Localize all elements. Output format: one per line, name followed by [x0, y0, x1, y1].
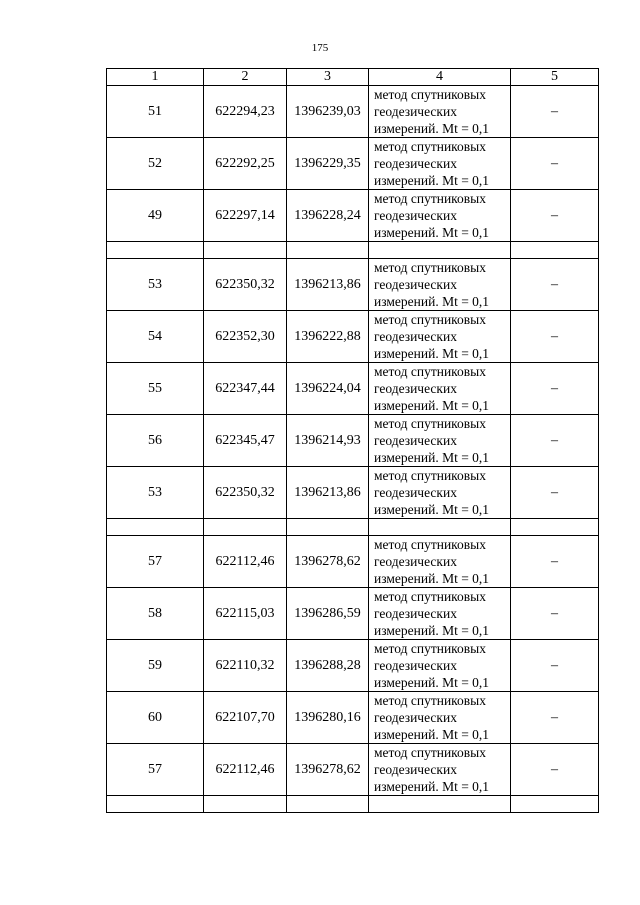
spacer-cell: [511, 796, 599, 813]
table-body: [107, 86, 599, 813]
header-cell-5: 5: [511, 69, 599, 86]
note-cell: –: [511, 415, 599, 467]
spacer-cell: [107, 796, 204, 813]
table-row: [107, 692, 599, 744]
x-coordinate-cell: 622115,03: [204, 588, 287, 640]
point-number-cell: 59: [107, 640, 204, 692]
table-row: [107, 467, 599, 519]
note-cell: –: [511, 363, 599, 415]
point-number-cell: 53: [107, 259, 204, 311]
spacer-cell: [204, 242, 287, 259]
y-coordinate-cell: 1396224,04: [287, 363, 369, 415]
x-coordinate-cell: 622294,23: [204, 86, 287, 138]
point-number-cell: 49: [107, 190, 204, 242]
y-coordinate-cell: 1396278,62: [287, 536, 369, 588]
spacer-cell: [107, 242, 204, 259]
table-row: [107, 86, 599, 138]
x-coordinate-cell: 622352,30: [204, 311, 287, 363]
spacer-cell: [369, 242, 511, 259]
header-cell-1: 1: [107, 69, 204, 86]
note-cell: –: [511, 311, 599, 363]
spacer-cell: [511, 242, 599, 259]
header-cell-3: 3: [287, 69, 369, 86]
spacer-cell: [107, 519, 204, 536]
point-number-cell: 58: [107, 588, 204, 640]
table-row: [107, 259, 599, 311]
method-cell: метод спутниковых геодезических измерений. Mt = 0,1: [369, 138, 511, 190]
table-row: [107, 536, 599, 588]
point-number-cell: 51: [107, 86, 204, 138]
point-number-cell: 52: [107, 138, 204, 190]
note-cell: –: [511, 692, 599, 744]
method-cell: метод спутниковых геодезических измерений. Mt = 0,1: [369, 536, 511, 588]
x-coordinate-cell: 622110,32: [204, 640, 287, 692]
method-cell: метод спутниковых геодезических измерений. Mt = 0,1: [369, 190, 511, 242]
method-cell: метод спутниковых геодезических измерений. Mt = 0,1: [369, 744, 511, 796]
x-coordinate-cell: 622107,70: [204, 692, 287, 744]
method-cell: метод спутниковых геодезических измерений. Mt = 0,1: [369, 588, 511, 640]
method-cell: метод спутниковых геодезических измерений. Mt = 0,1: [369, 692, 511, 744]
y-coordinate-cell: 1396214,93: [287, 415, 369, 467]
method-cell: метод спутниковых геодезических измерений. Mt = 0,1: [369, 86, 511, 138]
table-row: [107, 744, 599, 796]
x-coordinate-cell: 622292,25: [204, 138, 287, 190]
y-coordinate-cell: 1396278,62: [287, 744, 369, 796]
point-number-cell: 53: [107, 467, 204, 519]
method-cell: метод спутниковых геодезических измерений. Mt = 0,1: [369, 363, 511, 415]
table-row: [107, 363, 599, 415]
table-row: [107, 138, 599, 190]
point-number-cell: 54: [107, 311, 204, 363]
x-coordinate-cell: 622297,14: [204, 190, 287, 242]
spacer-cell: [369, 796, 511, 813]
note-cell: –: [511, 467, 599, 519]
table-row: [107, 415, 599, 467]
x-coordinate-cell: 622112,46: [204, 744, 287, 796]
note-cell: –: [511, 259, 599, 311]
spacer-cell: [511, 519, 599, 536]
note-cell: –: [511, 588, 599, 640]
point-number-cell: 57: [107, 536, 204, 588]
method-cell: метод спутниковых геодезических измерений. Mt = 0,1: [369, 415, 511, 467]
y-coordinate-cell: 1396213,86: [287, 467, 369, 519]
note-cell: –: [511, 138, 599, 190]
note-cell: –: [511, 640, 599, 692]
y-coordinate-cell: 1396280,16: [287, 692, 369, 744]
spacer-cell: [204, 796, 287, 813]
note-cell: –: [511, 536, 599, 588]
header-row: [107, 69, 599, 86]
y-coordinate-cell: 1396229,35: [287, 138, 369, 190]
note-cell: –: [511, 190, 599, 242]
method-cell: метод спутниковых геодезических измерений. Mt = 0,1: [369, 640, 511, 692]
spacer-cell: [204, 519, 287, 536]
method-cell: метод спутниковых геодезических измерений. Mt = 0,1: [369, 311, 511, 363]
method-cell: метод спутниковых геодезических измерений. Mt = 0,1: [369, 259, 511, 311]
point-number-cell: 60: [107, 692, 204, 744]
header-cell-4: 4: [369, 69, 511, 86]
header-cell-2: 2: [204, 69, 287, 86]
spacer-cell: [287, 796, 369, 813]
point-number-cell: 56: [107, 415, 204, 467]
point-number-cell: 55: [107, 363, 204, 415]
note-cell: –: [511, 744, 599, 796]
spacer-cell: [287, 519, 369, 536]
table-row: [107, 588, 599, 640]
note-cell: –: [511, 86, 599, 138]
x-coordinate-cell: 622350,32: [204, 259, 287, 311]
spacer-cell: [287, 242, 369, 259]
y-coordinate-cell: 1396222,88: [287, 311, 369, 363]
x-coordinate-cell: 622350,32: [204, 467, 287, 519]
page-number: 175: [311, 42, 329, 54]
y-coordinate-cell: 1396288,28: [287, 640, 369, 692]
table-end-row: [107, 796, 599, 813]
x-coordinate-cell: 622347,44: [204, 363, 287, 415]
x-coordinate-cell: 622345,47: [204, 415, 287, 467]
table-row: [107, 190, 599, 242]
group-separator-row: [107, 242, 599, 259]
y-coordinate-cell: 1396228,24: [287, 190, 369, 242]
table-row: [107, 311, 599, 363]
y-coordinate-cell: 1396239,03: [287, 86, 369, 138]
point-number-cell: 57: [107, 744, 204, 796]
y-coordinate-cell: 1396213,86: [287, 259, 369, 311]
coordinates-table: [106, 68, 599, 813]
x-coordinate-cell: 622112,46: [204, 536, 287, 588]
y-coordinate-cell: 1396286,59: [287, 588, 369, 640]
table-row: [107, 640, 599, 692]
group-separator-row: [107, 519, 599, 536]
method-cell: метод спутниковых геодезических измерений. Mt = 0,1: [369, 467, 511, 519]
spacer-cell: [369, 519, 511, 536]
